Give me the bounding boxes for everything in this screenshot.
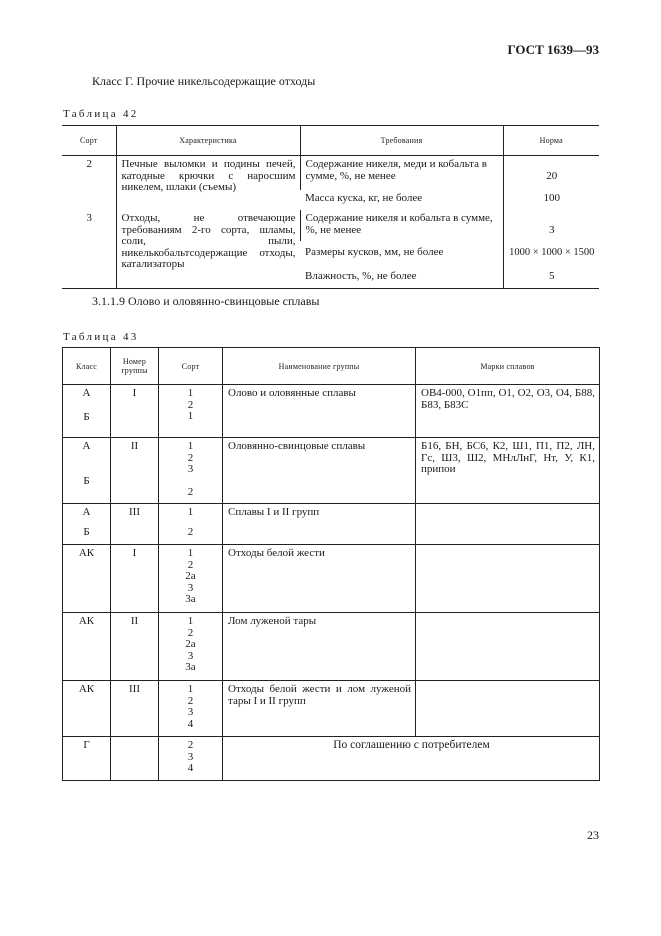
table43-group-cell: I	[111, 385, 159, 438]
table42	[62, 125, 599, 289]
table42-requirement-cell: Содержание никеля и кобальта в сумме, %, не менее	[300, 210, 503, 241]
table43-marks-cell: ОВ4-000, О1пп, О1, О2, О3, О4, Б88, Б83, Б83С	[416, 385, 600, 438]
table42-col-sort: Сорт	[62, 126, 116, 156]
table43-group-cell: III	[111, 681, 159, 737]
table42-characteristic-cell: Печные выломки и подины печей, катодные крючки с наросшим никелем, шлаки (съемы)	[116, 156, 300, 211]
table43-sort-cell: 2 3 4	[159, 737, 223, 781]
table43-class-cell: АК	[63, 545, 111, 613]
section-heading: 3.1.1.9 Олово и оловянно-свинцовые сплавы	[92, 294, 320, 308]
table-row	[62, 156, 599, 191]
table-row	[62, 210, 599, 241]
table43-group-name-cell: Лом луженой тары	[223, 613, 416, 681]
table43-sort-cell: 1 2 3 4	[159, 681, 223, 737]
table-row	[63, 545, 600, 613]
table42-header-row	[62, 126, 599, 156]
table43-col-sort: Сорт	[159, 348, 223, 385]
table43-col-alloy-marks: Марки сплавов	[416, 348, 600, 385]
table43-group-name-cell: Оловянно-свинцовые сплавы	[223, 438, 416, 504]
document-header: ГОСТ 1639—93	[507, 42, 599, 57]
page-number: 23	[587, 828, 599, 842]
table43-group-cell: I	[111, 545, 159, 613]
table-row	[63, 613, 600, 681]
table43-class-cell: А Б	[63, 438, 111, 504]
table42-norm-cell: 1000 × 1000 × 1500	[503, 241, 599, 266]
table43-col-class: Класс	[63, 348, 111, 385]
table43-sort-cell: 1 2 2а 3 3а	[159, 545, 223, 613]
table42-requirement-cell: Содержание никеля, меди и кобальта в сумме, %, не менее	[300, 156, 503, 191]
table43	[62, 347, 600, 781]
table42-sort-cell: 3	[86, 212, 92, 224]
table43-group-name-cell: Олово и оловянные сплавы	[223, 385, 416, 438]
table43-group-cell	[111, 737, 159, 781]
table43-marks-cell	[416, 545, 600, 613]
table43-merged-cell: По соглашению с потребителем	[223, 737, 600, 781]
table43-marks-cell	[416, 681, 600, 737]
table43-class-cell: АК	[63, 681, 111, 737]
table43-group-name-cell: Сплавы I и II групп	[223, 504, 416, 545]
table43-class-cell: А Б	[63, 385, 111, 438]
table42-col-requirements: Требования	[300, 126, 503, 156]
table42-norm-cell: 5	[503, 266, 599, 289]
table43-header-row	[63, 348, 600, 385]
table42-requirement-cell: Влажность, %, не более	[305, 270, 417, 282]
table43-class-cell: А Б	[63, 504, 111, 545]
table43-group-name-cell: Отходы белой жести и лом луженой тары I и II групп	[223, 681, 416, 737]
table-row	[63, 438, 600, 504]
table42-col-characteristic: Характеристика	[116, 126, 300, 156]
table43-sort-cell: 1 2 3 2	[159, 438, 223, 504]
table43-group-cell: III	[111, 504, 159, 545]
table42-sort-cell: 2	[86, 158, 92, 170]
table42-characteristic-cell: Отходы, не отвечающие требованиям 2-го сорта, шламы, соли, пыли, никелькобальтсодержащие отходы, катализаторы	[116, 210, 300, 289]
table43-marks-cell	[416, 504, 600, 545]
table43-group-cell: II	[111, 613, 159, 681]
table42-norm-cell: 20	[503, 156, 599, 191]
table-row	[63, 385, 600, 438]
table43-col-group-name: Наименование группы	[223, 348, 416, 385]
table43-group-cell: II	[111, 438, 159, 504]
table42-norm-cell: 100	[503, 190, 599, 210]
table43-marks-cell	[416, 613, 600, 681]
table42-caption: Таблица 42	[63, 108, 139, 120]
table-row	[63, 504, 600, 545]
table43-group-name-cell: Отходы белой жести	[223, 545, 416, 613]
class-title: Класс Г. Прочие никельсодержащие отходы	[92, 74, 316, 88]
table43-sort-cell: 1 2 2а 3 3а	[159, 613, 223, 681]
table43-marks-cell: Б16, БН, БС6, К2, Ш1, П1, П2, ЛН, Гс, Ш3, Ш2, МНлЛнГ, Нт, У, К1, припои	[416, 438, 600, 504]
table-row	[63, 681, 600, 737]
table43-sort-cell: 1 2 1	[159, 385, 223, 438]
table-row	[63, 737, 600, 781]
table42-requirement-cell: Размеры кусков, мм, не более	[305, 246, 444, 258]
table43-class-cell: Г	[63, 737, 111, 781]
table42-norm-cell: 3	[503, 210, 599, 241]
table42-col-norm: Норма	[503, 126, 599, 156]
table43-caption: Таблица 43	[63, 331, 139, 343]
table42-requirement-cell: Масса куска, кг, не более	[305, 192, 423, 204]
table43-col-group-number: Номер группы	[111, 348, 159, 385]
table43-sort-cell: 1 2	[159, 504, 223, 545]
table43-class-cell: АК	[63, 613, 111, 681]
